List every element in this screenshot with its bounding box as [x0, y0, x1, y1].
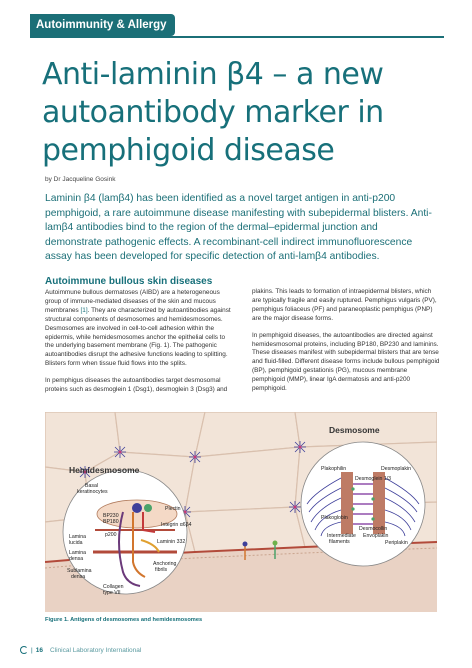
hemidesmosome-title: Hemidesmosome — [69, 465, 140, 475]
label-desmoplakin: Desmoplakin — [381, 466, 411, 472]
label-bp230: BP230 — [103, 513, 119, 519]
page-footer — [20, 646, 141, 654]
page-number: 16 — [35, 646, 43, 654]
left-column — [45, 289, 233, 403]
lede-paragraph: Laminin β4 (lamβ4) has been identified as a novel target antigen in anti-p200 pemphigoid, a rare autoimmune disease manifesting with subepidermal blisters. Anti-lamβ4 antibodies bind to the region of the dermal–epidermal junction and demonstrate pathogenic effects. A recombinant-cell indirect immunofluorescence assay has been developed for specific detection of anti-lamβ4 antibodies. — [45, 193, 432, 263]
label-periplakin: Periplakin — [385, 540, 408, 546]
publisher-logo-icon — [20, 646, 28, 654]
label-keratinocytes: keratinocytes — [77, 489, 108, 495]
figure-caption: Figure 1. Antigens of desmosomes and hemidesmosomes — [45, 617, 203, 623]
header-rule — [30, 36, 444, 38]
label-plakoglobin: Plakoglobin — [321, 515, 348, 521]
desmosome-inset — [301, 442, 425, 566]
label-sublamina-1: Sublamina — [67, 568, 92, 574]
label-intermediate-1: Intermediate — [327, 533, 356, 539]
reference-link[interactable]: [1] — [80, 306, 88, 314]
left-paragraph-1-text-b: . They are characterized by autoantibodies against structural components of desmosomes and hemidesmosomes. Desmosomes are involved in cell-to-cell adhesion within the epidermis, while hemidesmosomes anchor the epithelial cells to the underlying basement membrane (Fig. 1). The pathogenic autoantibodies disrupt the adhesive functions leading to splitting. Blisters form when tissue fluid flows into the splits. — [45, 306, 231, 368]
label-lamina-lucida-2: lucida — [69, 540, 83, 546]
label-integrin: Integrin α6β4 — [161, 522, 192, 528]
label-laminin332: Laminin 332 — [157, 539, 186, 545]
label-intermediate-2: filaments — [329, 539, 350, 545]
right-paragraph-1: plakins. This leads to formation of intraepidermal blisters, which are typically fragile and easily ruptured. Pemphigus vulgaris (PV), pemphigus foliaceus (PF) and paraneoplastic pemphigus (PNP) are the major disease forms. — [252, 288, 437, 322]
byline: by Dr Jacqueline Gosink — [45, 176, 116, 183]
label-desmocollin: Desmocollin — [359, 526, 388, 532]
label-desmoglein: Desmoglein 1/3 — [355, 476, 392, 482]
publication-name: Clinical Laboratory International — [49, 646, 142, 654]
label-lamina-densa-2: densa — [69, 556, 84, 562]
article-title: Anti-laminin β4 – a new autoantibody marker in pemphigoid disease — [42, 57, 384, 168]
left-paragraph-1 — [45, 289, 233, 369]
right-paragraph-2: In pemphigoid diseases, the autoantibodies are directed against hemidesmosomal proteins, including BP180, BP230 and laminins. These diseases manifest with subepidermal blisters that are tense and fluid-filled. Different disease forms include bullous pemphigoid (BP), pemphigoid gestationis (PG), mucous membrane pemphigoid (MMP), linear IgA dermatosis and anti-p200 pemphigoid. — [252, 331, 440, 393]
label-basal: Basal — [85, 483, 98, 489]
label-collagen-2: type VII — [103, 590, 121, 596]
label-bp180: BP180 — [103, 519, 119, 525]
label-anchoring-1: Anchoring — [153, 561, 177, 567]
label-plakophilin: Plakophilin — [321, 466, 347, 472]
section-tab: Autoimmunity & Allergy — [30, 14, 175, 36]
footer-separator: | — [31, 646, 33, 654]
left-paragraph-1-text-a: Autoimmune bullous dermatoses (AIBD) are a heterogeneous group of immune-mediated diseases of the skin and mucous membranes — [45, 289, 220, 314]
label-anchoring-2: fibrils — [155, 567, 168, 573]
right-column — [252, 288, 440, 402]
section-subheading: Autoimmune bullous skin diseases — [45, 276, 213, 287]
left-paragraph-2: In pemphigus diseases the autoantibodies target desmosomal proteins such as desmoglein 1 (Dsg1), desmoglein 3 (Dsg3) and — [45, 377, 228, 394]
label-plectin: Plectin — [165, 506, 181, 512]
label-sublamina-2: densa — [71, 574, 86, 580]
desmosome-title: Desmosome — [329, 425, 380, 435]
figure-illustration — [45, 412, 437, 612]
label-p200: p200 — [105, 532, 117, 538]
label-lamina-densa-1: Lamina — [69, 550, 87, 556]
label-lamina-lucida-1: Lamina — [69, 534, 87, 540]
label-collagen-1: Collagen — [103, 584, 124, 590]
label-envoplakin: Envoplakin — [363, 533, 389, 539]
